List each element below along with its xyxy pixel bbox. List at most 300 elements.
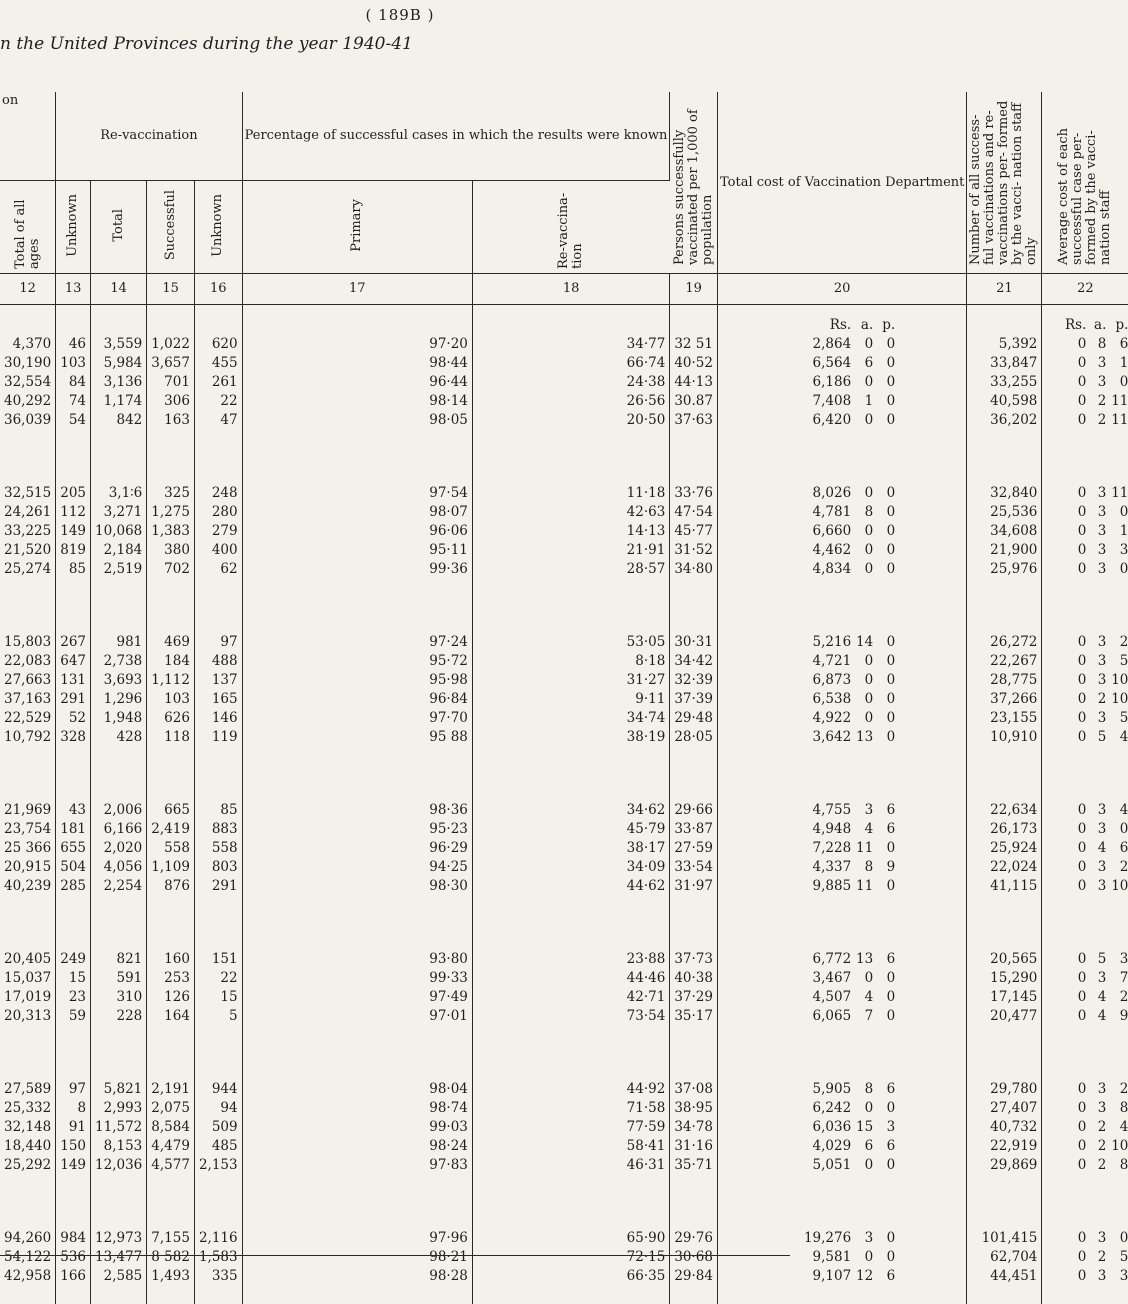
blank-cell — [717, 765, 966, 783]
amount-part: 3 — [1119, 1268, 1128, 1284]
cell-revacc-total: 591 — [91, 969, 147, 988]
amount-part: 6 — [886, 951, 896, 967]
spacer-row — [0, 430, 1128, 448]
cell-revacc-total: 2,254 — [91, 877, 147, 896]
blank-cell — [472, 1026, 669, 1044]
blank-cell — [670, 1211, 718, 1229]
cell-revacc-unknown: 97 — [194, 633, 242, 652]
cell-total-all-ages: 32,554 — [0, 373, 56, 392]
cell-unknown: 655 — [56, 839, 91, 858]
cell-pct-primary: 97·96 — [242, 1229, 472, 1248]
amount-part: 0 — [886, 840, 896, 856]
cell-revacc-total: 821 — [91, 950, 147, 969]
cell-revacc-successful: 1,112 — [147, 671, 195, 690]
amount-part: 4,922 — [812, 710, 852, 726]
blank-cell — [472, 430, 669, 448]
cell-revacc-total: 228 — [91, 1007, 147, 1026]
cell-persons-per-1000: 27·59 — [670, 839, 718, 858]
amount-part: 3 — [1097, 653, 1107, 669]
cell-total-all-ages: 15,037 — [0, 969, 56, 988]
cell-pct-revaccination: 21·91 — [472, 541, 669, 560]
cell-pct-revaccination: 71·58 — [472, 1099, 669, 1118]
cell-number-successful: 27,407 — [967, 1099, 1042, 1118]
blank-cell — [472, 1175, 669, 1193]
blank-cell — [147, 1026, 195, 1044]
amount-part: 8 — [864, 859, 874, 875]
cell-total-all-ages: 20,405 — [0, 950, 56, 969]
cell-revacc-successful: 665 — [147, 801, 195, 820]
cell-revacc-successful: 380 — [147, 541, 195, 560]
amount-part: 8 — [1119, 1157, 1128, 1173]
amount-part: 0 — [1077, 989, 1087, 1005]
cell-unknown: 103 — [56, 354, 91, 373]
cell-revacc-successful: 626 — [147, 709, 195, 728]
cell-total-all-ages: 94,260 — [0, 1229, 56, 1248]
cell-pct-primary: 97·24 — [242, 633, 472, 652]
cell-number-successful: 22,634 — [967, 801, 1042, 820]
cell-total-cost — [717, 1118, 966, 1137]
amount-part: 7,228 — [812, 840, 852, 856]
cell-revacc-unknown: 335 — [194, 1267, 242, 1286]
blank-cell — [1042, 597, 1128, 615]
blank-cell — [147, 914, 195, 932]
amount-part: 9,581 — [812, 1249, 852, 1265]
amount-part: 4,948 — [812, 821, 852, 837]
cell-revacc-total: 3,693 — [91, 671, 147, 690]
cell-revacc-successful: 469 — [147, 633, 195, 652]
cell-revacc-total: 842 — [91, 411, 147, 430]
blank-cell — [670, 448, 718, 466]
blank-cell — [472, 1044, 669, 1062]
cell-revacc-total: 2,020 — [91, 839, 147, 858]
blank-cell — [147, 1175, 195, 1193]
blank-cell — [472, 914, 669, 932]
amount-part: 3 — [1097, 878, 1107, 894]
cell-average-cost — [1042, 690, 1128, 709]
amount-part: 3 — [1097, 1230, 1107, 1246]
amount-part: 0 — [864, 1157, 874, 1173]
cell-pct-primary: 93·80 — [242, 950, 472, 969]
cell-persons-per-1000: 35·17 — [670, 1007, 718, 1026]
cell-revacc-successful: 8,584 — [147, 1118, 195, 1137]
cell-unknown: 328 — [56, 728, 91, 747]
cell-unknown: 112 — [56, 503, 91, 522]
spacer-row — [0, 765, 1128, 783]
blank-cell — [91, 1062, 147, 1080]
blank-cell — [242, 914, 472, 932]
amount-part: 0 — [1077, 802, 1087, 818]
blank-cell — [670, 597, 718, 615]
cell-persons-per-1000: 33·87 — [670, 820, 718, 839]
cell-total-cost — [717, 484, 966, 503]
amount-part: a. — [1094, 317, 1107, 333]
cell-average-cost — [1042, 1007, 1128, 1026]
cell-revacc-successful: 4,479 — [147, 1137, 195, 1156]
cell-total-cost — [717, 950, 966, 969]
blank-cell — [1042, 1286, 1128, 1304]
cell-total-all-ages: 25,274 — [0, 560, 56, 579]
cell-persons-per-1000: 44·13 — [670, 373, 718, 392]
cell-total-cost — [717, 969, 966, 988]
cell-unknown: 249 — [56, 950, 91, 969]
table-row — [0, 484, 1128, 503]
amount-part: 0 — [1077, 821, 1087, 837]
blank-cell — [194, 1175, 242, 1193]
amount-part: 4 — [864, 821, 874, 837]
amount-part: 0 — [1077, 542, 1087, 558]
cell-revacc-total: 1,948 — [91, 709, 147, 728]
blank-cell — [56, 1062, 91, 1080]
spacer-row — [0, 615, 1128, 633]
blank-cell — [242, 1044, 472, 1062]
amount-part: 0 — [1077, 970, 1087, 986]
blank-cell — [91, 1193, 147, 1211]
amount-part: 3 — [1097, 710, 1107, 726]
table-row — [0, 652, 1128, 671]
cell-total-all-ages: 36,039 — [0, 411, 56, 430]
cell-number-successful: 36,202 — [967, 411, 1042, 430]
column-number: 21 — [967, 274, 1042, 305]
header-persons-per-1000: Persons successfully vaccinated per 1,000 of population — [670, 92, 718, 274]
cell-average-cost — [1042, 1080, 1128, 1099]
amount-part: 0 — [1119, 504, 1128, 520]
cell-pct-revaccination: 9·11 — [472, 690, 669, 709]
blank-cell — [56, 932, 91, 950]
blank-cell — [56, 1026, 91, 1044]
spacer-row — [0, 1026, 1128, 1044]
blank-cell — [670, 305, 718, 336]
header-total-cost: Total cost of Vaccination Department — [717, 92, 966, 274]
blank-cell — [242, 1286, 472, 1304]
blank-cell — [1042, 1211, 1128, 1229]
cell-total-all-ages: 20,915 — [0, 858, 56, 877]
cost-unit-labels — [717, 305, 966, 336]
cell-total-cost — [717, 392, 966, 411]
amount-part: 3 — [864, 802, 874, 818]
cell-average-cost — [1042, 354, 1128, 373]
blank-cell — [56, 1286, 91, 1304]
cell-pct-revaccination: 53·05 — [472, 633, 669, 652]
blank-cell — [1042, 1044, 1128, 1062]
cell-number-successful: 22,024 — [967, 858, 1042, 877]
cell-revacc-total: 3,1∶6 — [91, 484, 147, 503]
cell-average-cost — [1042, 1156, 1128, 1175]
cell-revacc-unknown: 883 — [194, 820, 242, 839]
blank-cell — [670, 1026, 718, 1044]
amount-part: 3 — [1097, 1268, 1107, 1284]
cell-average-cost — [1042, 652, 1128, 671]
blank-cell — [194, 615, 242, 633]
blank-cell — [91, 1026, 147, 1044]
amount-part: 0 — [886, 634, 896, 650]
cell-number-successful: 33,847 — [967, 354, 1042, 373]
cell-total-cost — [717, 1156, 966, 1175]
amount-part: p. — [1115, 317, 1128, 333]
amount-part: 5 — [1119, 1249, 1128, 1265]
cell-total-all-ages: 25,332 — [0, 1099, 56, 1118]
blank-cell — [56, 448, 91, 466]
cell-pct-revaccination: 77·59 — [472, 1118, 669, 1137]
blank-cell — [91, 1044, 147, 1062]
cell-revacc-unknown: 248 — [194, 484, 242, 503]
cell-revacc-unknown: 1,583 — [194, 1248, 242, 1267]
cell-pct-revaccination: 34·62 — [472, 801, 669, 820]
cell-revacc-unknown: 94 — [194, 1099, 242, 1118]
cell-persons-per-1000: 30.87 — [670, 392, 718, 411]
amount-part: 4 — [1119, 802, 1128, 818]
cell-total-cost — [717, 1248, 966, 1267]
blank-cell — [194, 783, 242, 801]
amount-part: 19,276 — [803, 1230, 852, 1246]
cell-revacc-total: 1,174 — [91, 392, 147, 411]
cell-total-all-ages: 24,261 — [0, 503, 56, 522]
blank-cell — [194, 597, 242, 615]
cell-revacc-total: 13,477 — [91, 1248, 147, 1267]
cell-revacc-total: 3,559 — [91, 335, 147, 354]
blank-cell — [91, 579, 147, 597]
blank-cell — [472, 765, 669, 783]
cell-total-cost — [717, 709, 966, 728]
blank-cell — [0, 1193, 56, 1211]
blank-cell — [1042, 1193, 1128, 1211]
cell-revacc-unknown: 558 — [194, 839, 242, 858]
cell-revacc-total: 310 — [91, 988, 147, 1007]
blank-cell — [242, 597, 472, 615]
cell-pct-revaccination: 31·27 — [472, 671, 669, 690]
amount-part: 3 — [1097, 485, 1107, 501]
amount-part: 0 — [886, 523, 896, 539]
amount-part: 8 — [1119, 1100, 1128, 1116]
cell-pct-revaccination: 24·38 — [472, 373, 669, 392]
amount-part: a. — [860, 317, 874, 333]
amount-part: 9,107 — [812, 1268, 852, 1284]
cell-persons-per-1000: 37·08 — [670, 1080, 718, 1099]
cell-total-cost — [717, 1007, 966, 1026]
blank-cell — [56, 747, 91, 765]
amount-part: 6 — [886, 1081, 896, 1097]
blank-cell — [194, 1062, 242, 1080]
blank-cell — [147, 597, 195, 615]
cell-revacc-total: 2,519 — [91, 560, 147, 579]
cell-persons-per-1000: 33·54 — [670, 858, 718, 877]
cell-pct-revaccination: 23·88 — [472, 950, 669, 969]
amount-part: 0 — [1077, 710, 1087, 726]
amount-part: 12 — [856, 1268, 874, 1284]
cell-pct-revaccination: 72·15 — [472, 1248, 669, 1267]
amount-part: 14 — [856, 634, 874, 650]
blank-cell — [472, 1211, 669, 1229]
amount-part: 4 — [1097, 1008, 1107, 1024]
blank-cell — [967, 747, 1042, 765]
blank-cell — [1042, 896, 1128, 914]
cell-pct-primary: 98·36 — [242, 801, 472, 820]
cell-unknown: 166 — [56, 1267, 91, 1286]
cell-revacc-total: 5,984 — [91, 354, 147, 373]
amount-part: 5,216 — [812, 634, 852, 650]
amount-part: 13 — [856, 951, 874, 967]
cell-persons-per-1000: 37·39 — [670, 690, 718, 709]
spacer-row — [0, 597, 1128, 615]
cell-total-all-ages: 27,589 — [0, 1080, 56, 1099]
cell-total-cost — [717, 728, 966, 747]
blank-cell — [91, 1175, 147, 1193]
blank-cell — [670, 1062, 718, 1080]
column-number: 12 — [0, 274, 56, 305]
cell-total-cost — [717, 411, 966, 430]
blank-cell — [91, 896, 147, 914]
blank-cell — [91, 430, 147, 448]
amount-part: 6,538 — [812, 691, 852, 707]
table-row — [0, 1267, 1128, 1286]
amount-part: 7 — [1119, 970, 1128, 986]
blank-cell — [967, 615, 1042, 633]
cell-pct-revaccination: 38·19 — [472, 728, 669, 747]
cell-total-all-ages: 18,440 — [0, 1137, 56, 1156]
cell-pct-revaccination: 28·57 — [472, 560, 669, 579]
cell-persons-per-1000: 30·68 — [670, 1248, 718, 1267]
cell-revacc-unknown: 485 — [194, 1137, 242, 1156]
amount-part: 0 — [1077, 840, 1087, 856]
cell-average-cost — [1042, 541, 1128, 560]
blank-cell — [147, 783, 195, 801]
amount-part: 0 — [864, 1100, 874, 1116]
amount-part: 0 — [1119, 821, 1128, 837]
amount-part: 6,420 — [812, 412, 852, 428]
blank-cell — [0, 1286, 56, 1304]
amount-part: 4,507 — [812, 989, 852, 1005]
cell-pct-revaccination: 26·56 — [472, 392, 669, 411]
blank-cell — [242, 579, 472, 597]
cell-revacc-total: 2,184 — [91, 541, 147, 560]
cell-pct-primary: 98·21 — [242, 1248, 472, 1267]
cell-pct-primary: 97·20 — [242, 335, 472, 354]
cell-average-cost — [1042, 1267, 1128, 1286]
cell-revacc-unknown: 22 — [194, 969, 242, 988]
cell-revacc-unknown: 455 — [194, 354, 242, 373]
blank-cell — [56, 430, 91, 448]
cell-revacc-successful: 702 — [147, 560, 195, 579]
amount-part: 1 — [1119, 355, 1128, 371]
blank-cell — [56, 896, 91, 914]
blank-cell — [670, 1175, 718, 1193]
cell-unknown: 46 — [56, 335, 91, 354]
amount-part: 11 — [1111, 393, 1128, 409]
cell-persons-per-1000: 47·54 — [670, 503, 718, 522]
amount-part: 2 — [1097, 1119, 1107, 1135]
cell-total-all-ages: 40,239 — [0, 877, 56, 896]
blank-cell — [670, 783, 718, 801]
amount-part: 0 — [864, 672, 874, 688]
blank-cell — [194, 466, 242, 484]
blank-cell — [472, 783, 669, 801]
blank-cell — [56, 615, 91, 633]
amount-part: 6,772 — [812, 951, 852, 967]
blank-cell — [242, 305, 472, 336]
amount-part: 9 — [886, 859, 896, 875]
cell-revacc-successful: 1,493 — [147, 1267, 195, 1286]
spacer-row — [0, 1044, 1128, 1062]
cell-pct-revaccination: 34·09 — [472, 858, 669, 877]
cell-unknown: 205 — [56, 484, 91, 503]
cell-pct-primary: 97·54 — [242, 484, 472, 503]
amount-part: 0 — [886, 1249, 896, 1265]
cell-revacc-successful: 253 — [147, 969, 195, 988]
table-row — [0, 858, 1128, 877]
cell-average-cost — [1042, 411, 1128, 430]
cell-revacc-total: 3,136 — [91, 373, 147, 392]
cell-pct-primary: 98·30 — [242, 877, 472, 896]
blank-cell — [1042, 914, 1128, 932]
blank-cell — [147, 1193, 195, 1211]
amount-part: 0 — [1077, 691, 1087, 707]
table-row — [0, 671, 1128, 690]
cell-unknown: 647 — [56, 652, 91, 671]
amount-part: 8 — [1097, 336, 1107, 352]
units-row — [0, 305, 1128, 336]
blank-cell — [670, 765, 718, 783]
column-number: 16 — [194, 274, 242, 305]
cell-total-cost — [717, 373, 966, 392]
cell-total-cost — [717, 522, 966, 541]
cell-revacc-unknown: 137 — [194, 671, 242, 690]
amount-part: 3 — [1097, 802, 1107, 818]
blank-cell — [472, 305, 669, 336]
cell-number-successful: 37,266 — [967, 690, 1042, 709]
cell-unknown: 984 — [56, 1229, 91, 1248]
blank-cell — [147, 1044, 195, 1062]
blank-cell — [967, 448, 1042, 466]
cell-total-cost — [717, 858, 966, 877]
amount-part: 0 — [1077, 355, 1087, 371]
amount-part: 6 — [886, 802, 896, 818]
amount-part: 0 — [864, 653, 874, 669]
blank-cell — [1042, 448, 1128, 466]
amount-part: 0 — [886, 970, 896, 986]
cell-revacc-successful: 325 — [147, 484, 195, 503]
cell-total-cost — [717, 335, 966, 354]
amount-part: 3,642 — [812, 729, 852, 745]
amount-part: 0 — [886, 504, 896, 520]
blank-cell — [147, 615, 195, 633]
cell-revacc-successful: 8 582 — [147, 1248, 195, 1267]
cell-revacc-successful: 1,383 — [147, 522, 195, 541]
cell-unknown: 150 — [56, 1137, 91, 1156]
cell-number-successful: 41,115 — [967, 877, 1042, 896]
cell-revacc-unknown: 944 — [194, 1080, 242, 1099]
cell-pct-revaccination: 58·41 — [472, 1137, 669, 1156]
blank-cell — [472, 579, 669, 597]
blank-cell — [717, 1193, 966, 1211]
blank-cell — [717, 430, 966, 448]
cell-number-successful: 21,900 — [967, 541, 1042, 560]
blank-cell — [967, 932, 1042, 950]
amount-part: 4 — [864, 989, 874, 1005]
cell-pct-primary: 95·98 — [242, 671, 472, 690]
blank-cell — [0, 765, 56, 783]
blank-cell — [91, 1286, 147, 1304]
amount-part: 0 — [864, 710, 874, 726]
column-number: 19 — [670, 274, 718, 305]
blank-cell — [1042, 747, 1128, 765]
amount-part: 6,564 — [812, 355, 852, 371]
cell-revacc-unknown: 146 — [194, 709, 242, 728]
blank-cell — [670, 615, 718, 633]
cell-persons-per-1000: 34·42 — [670, 652, 718, 671]
blank-cell — [242, 1193, 472, 1211]
blank-cell — [0, 932, 56, 950]
cell-revacc-successful: 163 — [147, 411, 195, 430]
blank-cell — [472, 932, 669, 950]
